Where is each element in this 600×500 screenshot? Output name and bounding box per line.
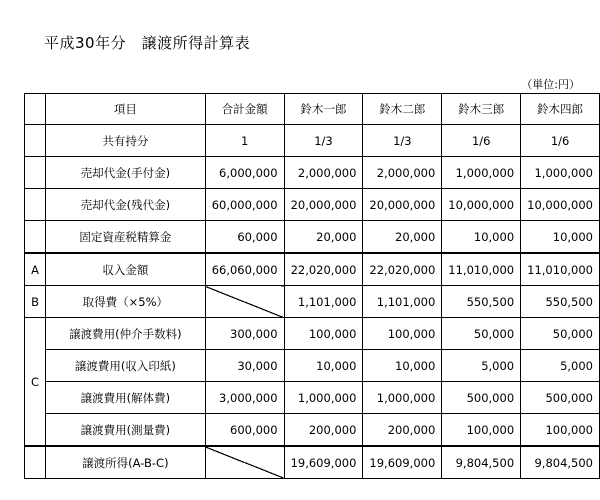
- amount-cell: 10,000,000: [442, 189, 521, 221]
- amount-cell: 1,000,000: [363, 382, 442, 414]
- amount-cell: 100,000: [363, 318, 442, 350]
- transfer-cost-row: [25, 414, 600, 447]
- amount-cell: 11,010,000: [442, 253, 521, 286]
- property-tax-row: [25, 221, 600, 254]
- amount-cell: 100,000: [284, 318, 363, 350]
- header-code-cell: [25, 94, 46, 125]
- amount-cell: 200,000: [284, 414, 363, 447]
- amount-cell: 550,500: [521, 286, 600, 318]
- row-code: C: [25, 318, 46, 447]
- amount-cell: 10,000: [442, 221, 521, 254]
- amount-cell: 1,000,000: [284, 382, 363, 414]
- amount-cell: 1,101,000: [363, 286, 442, 318]
- header-owner-2: 鈴木二郎: [363, 94, 442, 125]
- amount-cell: 22,020,000: [363, 253, 442, 286]
- header-row: [25, 94, 600, 125]
- amount-cell: 60,000: [205, 221, 284, 254]
- row-label: 譲渡費用(測量費): [46, 414, 206, 447]
- amount-cell: 20,000,000: [284, 189, 363, 221]
- diagonal-empty-cell: [205, 286, 284, 318]
- share-owner-1: 1/3: [284, 125, 363, 157]
- amount-cell: 2,000,000: [284, 157, 363, 189]
- amount-cell: 200,000: [363, 414, 442, 447]
- amount-cell: 500,000: [521, 382, 600, 414]
- amount-cell: 100,000: [521, 414, 600, 447]
- amount-cell: 3,000,000: [205, 382, 284, 414]
- page-title: 平成30年分 譲渡所得計算表: [44, 34, 251, 52]
- amount-cell: 9,804,500: [521, 446, 600, 479]
- amount-cell: 11,010,000: [521, 253, 600, 286]
- amount-cell: 2,000,000: [363, 157, 442, 189]
- amount-cell: 9,804,500: [442, 446, 521, 479]
- row-code: A: [25, 253, 46, 286]
- row-label: 収入金額: [46, 253, 206, 286]
- share-row: [25, 125, 600, 157]
- sale-deposit-row: [25, 157, 600, 189]
- row-label: 譲渡所得(A-B-C): [46, 446, 206, 479]
- row-label: 譲渡費用(解体費): [46, 382, 206, 414]
- header-owner-3: 鈴木三郎: [442, 94, 521, 125]
- transfer-cost-row: [25, 350, 600, 382]
- amount-cell: 5,000: [521, 350, 600, 382]
- header-owner-1: 鈴木一郎: [284, 94, 363, 125]
- row-code-cell: [25, 446, 46, 479]
- row-code-cell: [25, 125, 46, 157]
- amount-cell: 66,060,000: [205, 253, 284, 286]
- amount-cell: 10,000: [521, 221, 600, 254]
- amount-cell: 10,000: [284, 350, 363, 382]
- header-total: 合計金額: [205, 94, 284, 125]
- row-label: 取得費（×5%）: [46, 286, 206, 318]
- acquisition-row: [25, 286, 600, 318]
- amount-cell: 1,000,000: [442, 157, 521, 189]
- row-label: 売却代金(残代金): [46, 189, 206, 221]
- header-owner-4: 鈴木四郎: [521, 94, 600, 125]
- amount-cell: 500,000: [442, 382, 521, 414]
- amount-cell: 10,000: [363, 350, 442, 382]
- amount-cell: 550,500: [442, 286, 521, 318]
- amount-cell: 10,000,000: [521, 189, 600, 221]
- row-label: 譲渡費用(仲介手数料): [46, 318, 206, 350]
- row-label: 固定資産税精算金: [46, 221, 206, 254]
- amount-cell: 1,000,000: [521, 157, 600, 189]
- amount-cell: 5,000: [442, 350, 521, 382]
- sale-balance-row: [25, 189, 600, 221]
- diagonal-empty-cell: [205, 446, 284, 479]
- amount-cell: 100,000: [442, 414, 521, 447]
- amount-cell: 22,020,000: [284, 253, 363, 286]
- unit-label: （単位:円）: [521, 78, 580, 91]
- row-code: B: [25, 286, 46, 318]
- amount-cell: 19,609,000: [363, 446, 442, 479]
- row-label: 譲渡費用(収入印紙): [46, 350, 206, 382]
- row-code-cell: [25, 157, 46, 189]
- transfer-cost-row: [25, 382, 600, 414]
- share-owner-2: 1/3: [363, 125, 442, 157]
- amount-cell: 300,000: [205, 318, 284, 350]
- amount-cell: 30,000: [205, 350, 284, 382]
- share-total: 1: [205, 125, 284, 157]
- amount-cell: 600,000: [205, 414, 284, 447]
- row-label: 共有持分: [46, 125, 206, 157]
- amount-cell: 1,101,000: [284, 286, 363, 318]
- transfer-income-table: [24, 93, 600, 479]
- amount-cell: 20,000,000: [363, 189, 442, 221]
- amount-cell: 60,000,000: [205, 189, 284, 221]
- amount-cell: 6,000,000: [205, 157, 284, 189]
- gain-row: [25, 446, 600, 479]
- amount-cell: 19,609,000: [284, 446, 363, 479]
- amount-cell: 50,000: [521, 318, 600, 350]
- share-owner-3: 1/6: [442, 125, 521, 157]
- amount-cell: 20,000: [363, 221, 442, 254]
- header-item: 項目: [46, 94, 206, 125]
- share-owner-4: 1/6: [521, 125, 600, 157]
- transfer-cost-row: [25, 318, 600, 350]
- row-code-cell: [25, 221, 46, 254]
- row-code-cell: [25, 189, 46, 221]
- income-row: [25, 253, 600, 286]
- amount-cell: 20,000: [284, 221, 363, 254]
- row-label: 売却代金(手付金): [46, 157, 206, 189]
- amount-cell: 50,000: [442, 318, 521, 350]
